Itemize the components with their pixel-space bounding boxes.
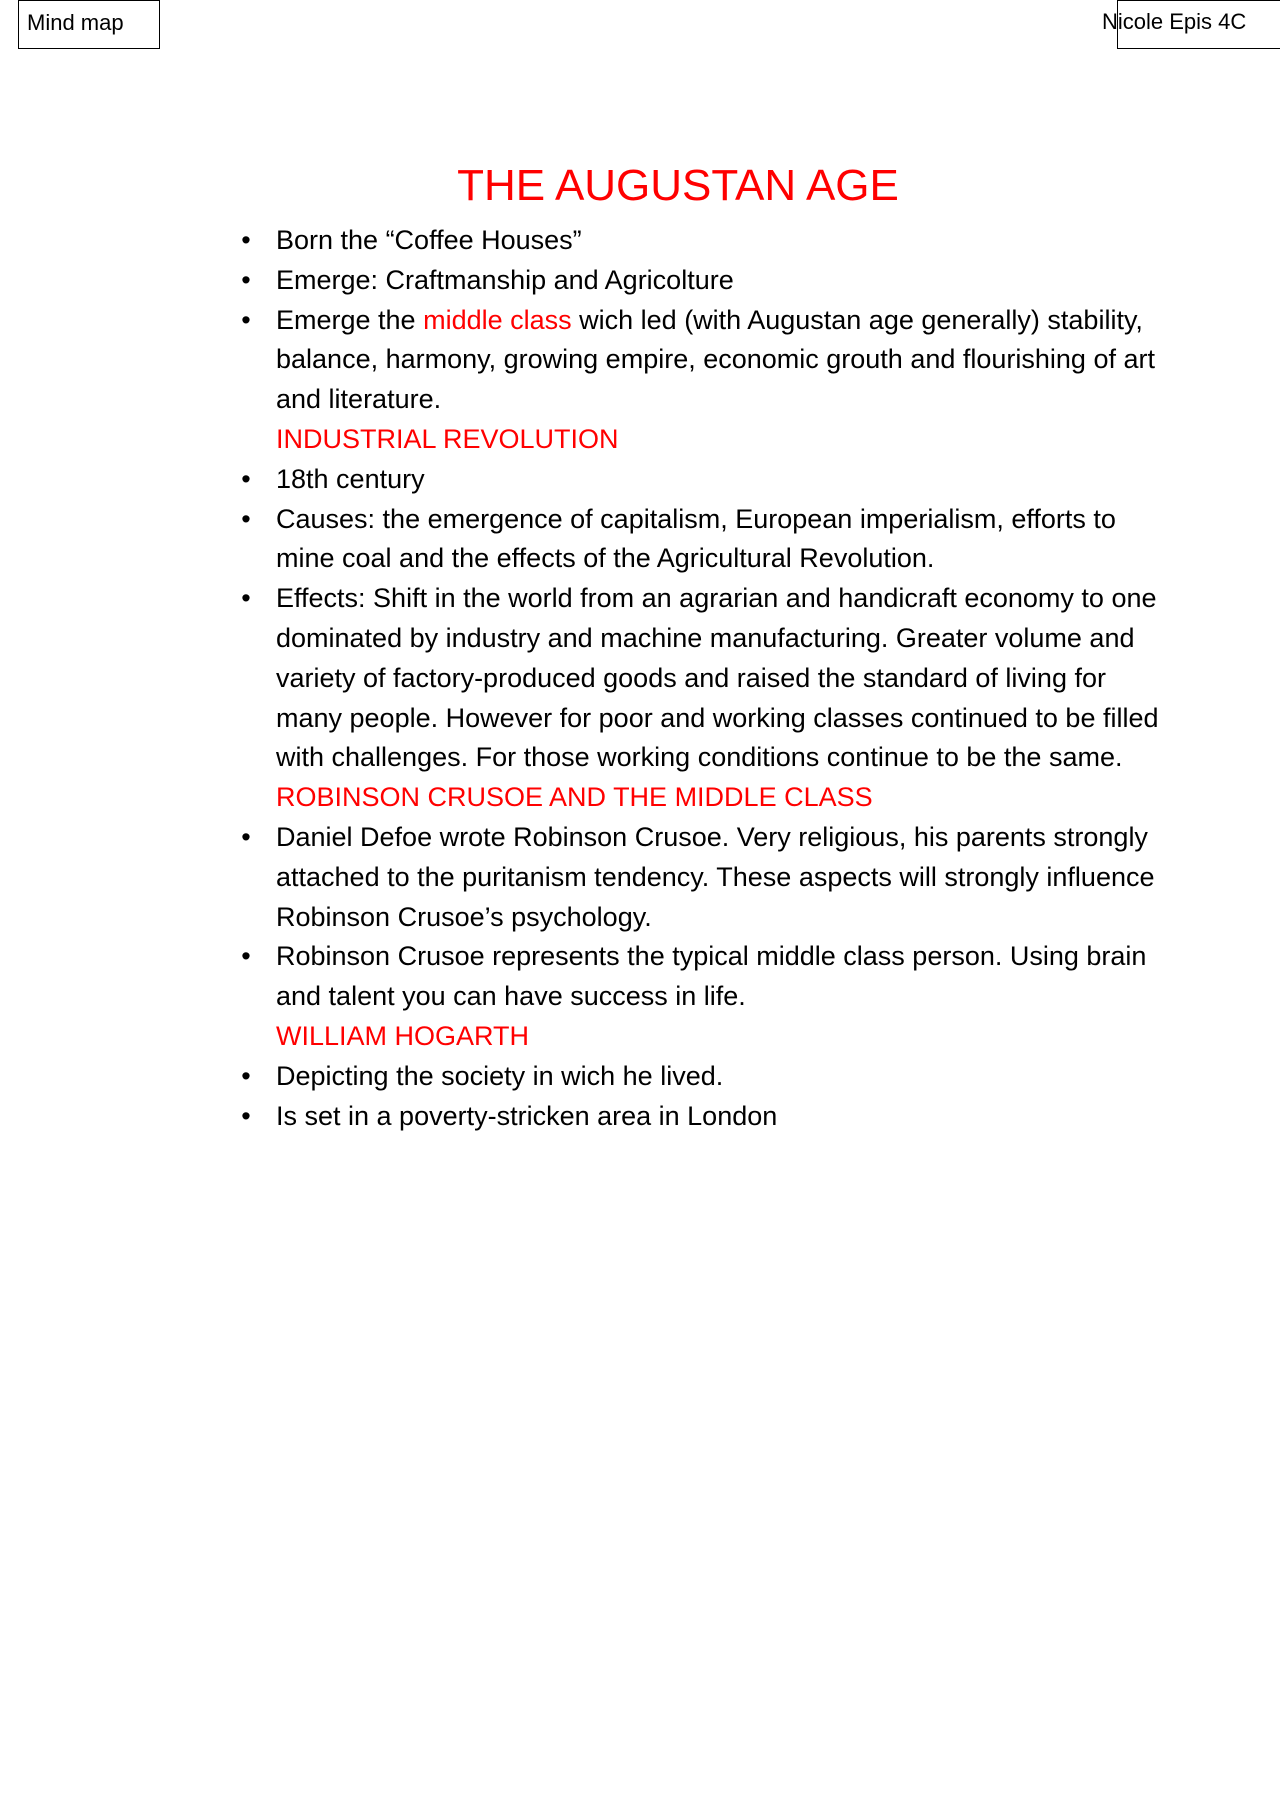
list-item-text: Effects: Shift in the world from an agrarian and handicraft economy to one dominated by industry and machine manufacturing. Greater volume and variety of factory-produced goods and raised the standard of living for many people. However for poor and working classes continued to be filled with challenges. For those working conditions continue to be the same.	[276, 583, 1159, 773]
middle-class-highlight: middle class	[423, 304, 572, 335]
list-item-text: Robinson Crusoe represents the typical middle class person. Using brain and talent you can have success in life.	[276, 941, 1147, 1012]
bullet-icon: •	[241, 503, 251, 534]
bullet-icon: •	[241, 264, 251, 295]
bullet-icon: •	[241, 941, 251, 972]
document-body	[236, 221, 1166, 1136]
mind-map-label: Mind map	[27, 10, 124, 35]
bullet-icon: •	[241, 1100, 251, 1131]
list-item	[236, 261, 1166, 301]
page-title: THE AUGUSTAN AGE	[457, 161, 899, 210]
bullet-icon: •	[241, 304, 251, 335]
list-item-text: Depicting the society in wich he lived.	[276, 1060, 724, 1091]
author-label: Nicole Epis 4C	[1102, 9, 1247, 34]
list-item	[236, 221, 1166, 261]
list-item-text: 18th century	[276, 463, 425, 494]
list-item-text-prefix: Emerge the	[276, 304, 424, 335]
section-heading-industrial-revolution: INDUSTRIAL REVOLUTION	[276, 423, 619, 454]
bullet-icon: •	[241, 583, 251, 614]
list-item-text-suffix: wich led (with Augustan age generally) stability, balance, harmony, growing empire, economic grouth and flourishing of art and literature.	[276, 304, 1155, 415]
list-item	[236, 1057, 1166, 1097]
list-item	[236, 818, 1166, 937]
bullet-icon: •	[241, 225, 251, 255]
list-item-text: Emerge: Craftmanship and Agricolture	[276, 264, 734, 295]
bullet-icon: •	[241, 1060, 251, 1091]
list-item-text: Is set in a poverty-stricken area in London	[276, 1100, 778, 1131]
list-item	[236, 1097, 1166, 1137]
bullet-icon: •	[241, 463, 251, 494]
list-item	[236, 301, 1166, 420]
bullet-icon: •	[241, 821, 251, 852]
mind-map-label-box	[18, 0, 160, 49]
section-heading-william-hogarth: WILLIAM HOGARTH	[276, 1020, 530, 1051]
list-item	[236, 500, 1166, 580]
list-item	[236, 460, 1166, 500]
list-item	[236, 937, 1166, 1017]
section-heading-robinson-crusoe: ROBINSON CRUSOE AND THE MIDDLE CLASS	[276, 782, 873, 813]
list-item-text: Born the “Coffee Houses”	[276, 225, 582, 255]
list-item-text: Daniel Defoe wrote Robinson Crusoe. Very religious, his parents strongly attached to the puritanism tendency. These aspects will strongly influence Robinson Crusoe’s psychology.	[276, 821, 1155, 932]
list-item	[236, 579, 1166, 778]
list-item-text: Causes: the emergence of capitalism, European imperialism, efforts to mine coal and the effects of the Agricultural Revolution.	[276, 503, 1116, 574]
